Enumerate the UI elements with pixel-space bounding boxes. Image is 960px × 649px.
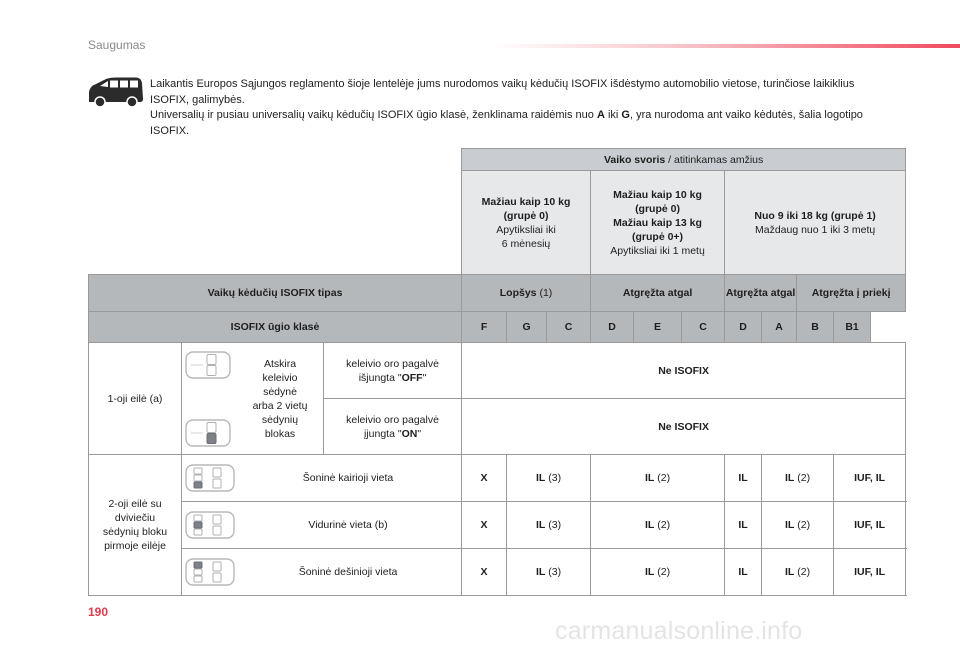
- value-bold: IL: [644, 519, 655, 531]
- type-cradle: [462, 275, 591, 312]
- type-note: (1): [536, 287, 553, 299]
- class-cell: D: [591, 312, 634, 343]
- value-bold: IL: [535, 566, 546, 578]
- cell-il3: [507, 549, 591, 596]
- rear-left-seat-icon: [185, 464, 235, 492]
- airbag-line: ": [417, 427, 422, 440]
- value-note: (2): [654, 566, 671, 578]
- cell-x: X: [462, 549, 507, 596]
- weight-group-line: (grupė 0): [635, 202, 680, 215]
- intro-text: [150, 77, 890, 139]
- intro-letter-g: G: [621, 109, 630, 121]
- intro-text-part: iki: [604, 109, 622, 121]
- type-name: Lopšys: [499, 287, 537, 299]
- rear-right-seat-icon: [185, 558, 235, 586]
- cell-il3: [507, 502, 591, 549]
- weight-group-line: 6 mėnesių: [501, 237, 551, 250]
- value-note: (2): [794, 566, 811, 578]
- row1-seat-description: [237, 357, 323, 441]
- type-rear-facing-2: Atgręžta atgal: [725, 275, 797, 312]
- value-note: (3): [545, 519, 562, 531]
- cell-il3: [507, 455, 591, 502]
- intro-text-part: , yra nurodoma ant vaiko kėdutės, šalia logotipo ISOFIX.: [150, 109, 863, 137]
- rear-middle-position: [182, 502, 462, 549]
- value-note: (2): [794, 472, 811, 484]
- weight-group-2: [725, 171, 906, 275]
- rear-middle-seat-icon: [185, 511, 235, 539]
- section-title: Saugumas: [88, 38, 146, 52]
- cell-il2: [591, 549, 725, 596]
- weight-header: [462, 149, 906, 171]
- value-bold: IL: [784, 472, 795, 484]
- cell-iuf: IUF, IL: [834, 502, 906, 549]
- intro-paragraph-2: [150, 108, 890, 139]
- row2-label-line: dviviečiu: [114, 512, 156, 524]
- row1-label: 1-oji eilė (a): [89, 343, 182, 455]
- weight-group-line: (grupė 0): [503, 209, 549, 222]
- value-bold: IL: [535, 519, 546, 531]
- cell-il2b: [762, 502, 834, 549]
- page-number: 190: [88, 605, 109, 619]
- value-note: (3): [545, 566, 562, 578]
- value-bold: IL: [784, 519, 795, 531]
- row1-value-on: Ne ISOFIX: [462, 399, 906, 455]
- desc-line: sėdynių: [261, 413, 299, 426]
- weight-group-0: [462, 171, 591, 275]
- weight-group-line: Mažiau kaip 10 kg: [613, 188, 702, 201]
- airbag-line: keleivio oro pagalvė: [346, 357, 439, 370]
- airbag-line: ": [422, 371, 427, 384]
- type-forward-facing: Atgręžta į priekį: [797, 275, 906, 312]
- isofix-car-icon: [86, 75, 144, 109]
- desc-line: arba 2 vietų: [252, 399, 308, 412]
- row1-value-off: Ne ISOFIX: [462, 343, 906, 399]
- weight-group-line: Mažiau kaip 13 kg: [613, 216, 702, 229]
- weight-group-line: Apytiksliai iki: [496, 223, 556, 236]
- cell-iuf: IUF, IL: [834, 455, 906, 502]
- class-cell: D: [725, 312, 762, 343]
- value-bold: IL: [644, 472, 655, 484]
- desc-line: sėdynė: [263, 385, 297, 398]
- weight-header-bold: Vaiko svoris: [603, 153, 666, 166]
- front-seat-airbag-off-icon: [185, 351, 231, 379]
- desc-line: blokas: [264, 427, 296, 440]
- value-bold: IL: [535, 472, 546, 484]
- weight-group-line: Mažiau kaip 10 kg: [481, 195, 571, 208]
- value-bold: IL: [644, 566, 655, 578]
- rear-left-position: [182, 455, 462, 502]
- weight-group-1: [591, 171, 725, 275]
- class-cell: E: [634, 312, 682, 343]
- weight-group-line: Apytiksliai iki 1 metų: [610, 244, 705, 257]
- class-cell: F: [462, 312, 507, 343]
- value-note: (2): [654, 519, 671, 531]
- cell-il2b: [762, 455, 834, 502]
- class-cell: B1: [834, 312, 871, 343]
- cell-il: IL: [725, 502, 762, 549]
- cell-il2: [591, 455, 725, 502]
- cell-x: X: [462, 455, 507, 502]
- row2-label-line: sėdynių bloku: [102, 526, 168, 538]
- header-accent-line: [490, 44, 960, 48]
- cell-iuf: IUF, IL: [834, 549, 906, 596]
- airbag-line: išjungta ": [358, 371, 402, 384]
- front-seat-airbag-on-icon: [185, 419, 231, 447]
- isofix-table: [88, 148, 906, 596]
- class-row-label: ISOFIX ūgio klasė: [89, 312, 462, 343]
- class-cell: C: [682, 312, 725, 343]
- row1-seat-cell: [182, 343, 324, 455]
- cell-il2: [591, 502, 725, 549]
- rear-right-position: [182, 549, 462, 596]
- intro-text-part: Universalių ir pusiau universalių vaikų kėdučių ISOFIX ūgio klasė, ženklinama raidėmis nuo: [150, 109, 597, 121]
- watermark: carmanualsonline.info: [555, 617, 803, 645]
- intro-paragraph-1: Laikantis Europos Sąjungos reglamento šioje lentelėje jums nurodomos vaikų kėdučių ISOFIX išdėstymo automobilio vietose, turinčiose laikiklius ISOFIX, galimybės.: [150, 78, 855, 106]
- cell-il: IL: [725, 549, 762, 596]
- airbag-off-cell: [324, 343, 462, 399]
- cell-x: X: [462, 502, 507, 549]
- cell-il: IL: [725, 455, 762, 502]
- intro-letter-a: A: [596, 109, 605, 121]
- class-cell: B: [797, 312, 834, 343]
- position-name: Šoninė kairioji vieta: [302, 472, 394, 484]
- value-note: (3): [545, 472, 562, 484]
- class-cell: C: [547, 312, 591, 343]
- position-name: Vidurinė vieta (b): [308, 519, 388, 531]
- weight-group-line: Maždaug nuo 1 iki 3 metų: [754, 223, 876, 236]
- airbag-state: OFF: [401, 371, 423, 384]
- desc-line: Atskira: [263, 357, 297, 370]
- weight-group-line: Nuo 9 iki 18 kg (grupė 1): [754, 209, 876, 222]
- value-note: (2): [654, 472, 671, 484]
- type-row-label: Vaikų kėdučių ISOFIX tipas: [89, 275, 462, 312]
- airbag-state: ON: [401, 427, 418, 440]
- class-cell: G: [507, 312, 547, 343]
- airbag-line: įjungta ": [363, 427, 402, 440]
- class-cell: A: [762, 312, 797, 343]
- weight-header-rest: / atitinkamas amžius: [665, 153, 764, 166]
- value-bold: IL: [784, 566, 795, 578]
- position-name: Šoninė dešinioji vieta: [298, 566, 398, 578]
- cell-il2b: [762, 549, 834, 596]
- value-note: (2): [794, 519, 811, 531]
- weight-group-line: (grupė 0+): [632, 230, 684, 243]
- airbag-line: keleivio oro pagalvė: [346, 413, 439, 426]
- desc-line: keleivio: [262, 371, 298, 384]
- row2-label-line: 2-oji eilė su: [108, 498, 162, 510]
- row2-label-line: pirmoje eilėje: [104, 540, 166, 552]
- type-rear-facing: Atgręžta atgal: [591, 275, 725, 312]
- row2-label: [89, 455, 182, 596]
- airbag-on-cell: [324, 399, 462, 455]
